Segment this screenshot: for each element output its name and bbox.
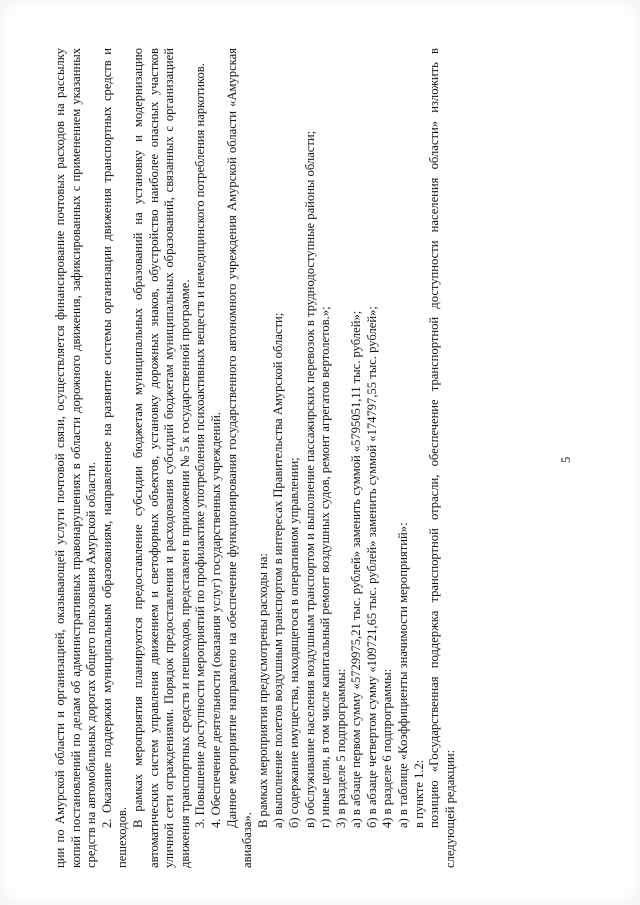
paragraph-continuation: ции по Амурской области и организацией, оказывающей услуги почтовой связи, осуществляется финансирование почтовых расходов на рассылку копий постановлений по делам об административных правонарушениях в области дорожного движения, зафиксированных с применением указанных средств на автомобильных дорогах общего пользования Амурской области. <box>53 48 99 868</box>
amendment-5-a: а) в абзаце первом сумму «5729975,21 тыс. рублей» заменить суммой «5795051,11 тыс. рублей»; <box>349 310 364 828</box>
amendment-section-6: 4) в разделе 6 подпрограммы: <box>380 668 395 828</box>
document-body <box>53 48 458 868</box>
amendment-section-5: 3) в разделе 5 подпрограммы: <box>333 668 348 828</box>
paragraph-expenses-intro: В рамках мероприятия предусмотрены расходы на: <box>255 553 270 828</box>
paragraph-item-3: 3. Повышение доступности мероприятий по профилактике употребления психоактивных веществ и немедицинского потребления наркотиков. <box>193 63 208 828</box>
amendment-6-position: позицию «Государственная поддержка транспортной отрасли, обеспечение транспортной доступности населения области» изложить в следующей редакции: <box>427 48 457 868</box>
rotated-document-page <box>53 48 593 868</box>
paragraph-item-4: 4. Обеспечение деятельности (оказания услуг) государственных учреждений. <box>208 412 223 828</box>
paragraph-aviabaza: Данное мероприятие направлено на обеспечение функционирования государственного автономного учреждения Амурской области «Амурская авиабаза». <box>224 48 255 868</box>
amendment-5-b: б) в абзаце четвертом сумму «109721,65 тыс. рублей» заменить суммой «174797,55 тыс. рублей»; <box>364 306 379 828</box>
page-number: 5 <box>559 456 573 463</box>
amendment-6-point: в пункте 1.2: <box>411 759 426 828</box>
paragraph-subsidy: В рамках мероприятия планируются предоставление субсидии бюджетам муниципальных образований на установку и модернизацию автоматических систем управления движением и светофорных объектов, установку дорожных знаков, обустройство наиболее опасных участков уличной сети ограждениями. Порядок предоставления и расходования субсидий бюджетам муниципальных образований, связанных с организацией движения транспортных средств и пешеходов, представлен в приложении № 5 к государственной программе. <box>130 48 192 868</box>
list-item-v: в) обслуживание населения воздушным транспортом и выполнение пассажирских перевозок в труднодоступные районы области; <box>302 130 317 828</box>
amendment-6-a: а) в таблице «Коэффициенты значимости мероприятий»: <box>396 522 411 828</box>
list-item-g: г) иные цели, в том числе капитальный ремонт воздушных судов, ремонт агрегатов вертолетов.»; <box>318 306 333 828</box>
list-item-b: б) содержание имущества, находящегося в оперативном управлении; <box>286 457 301 828</box>
list-item-a: а) выполнение полетов воздушным транспортом в интересах Правительства Амурской области; <box>271 312 286 828</box>
paragraph-item-2: 2. Оказание поддержки муниципальным образованиям, направленное на развитие системы организации движения транспортных средств и пешеходов. <box>99 48 130 868</box>
